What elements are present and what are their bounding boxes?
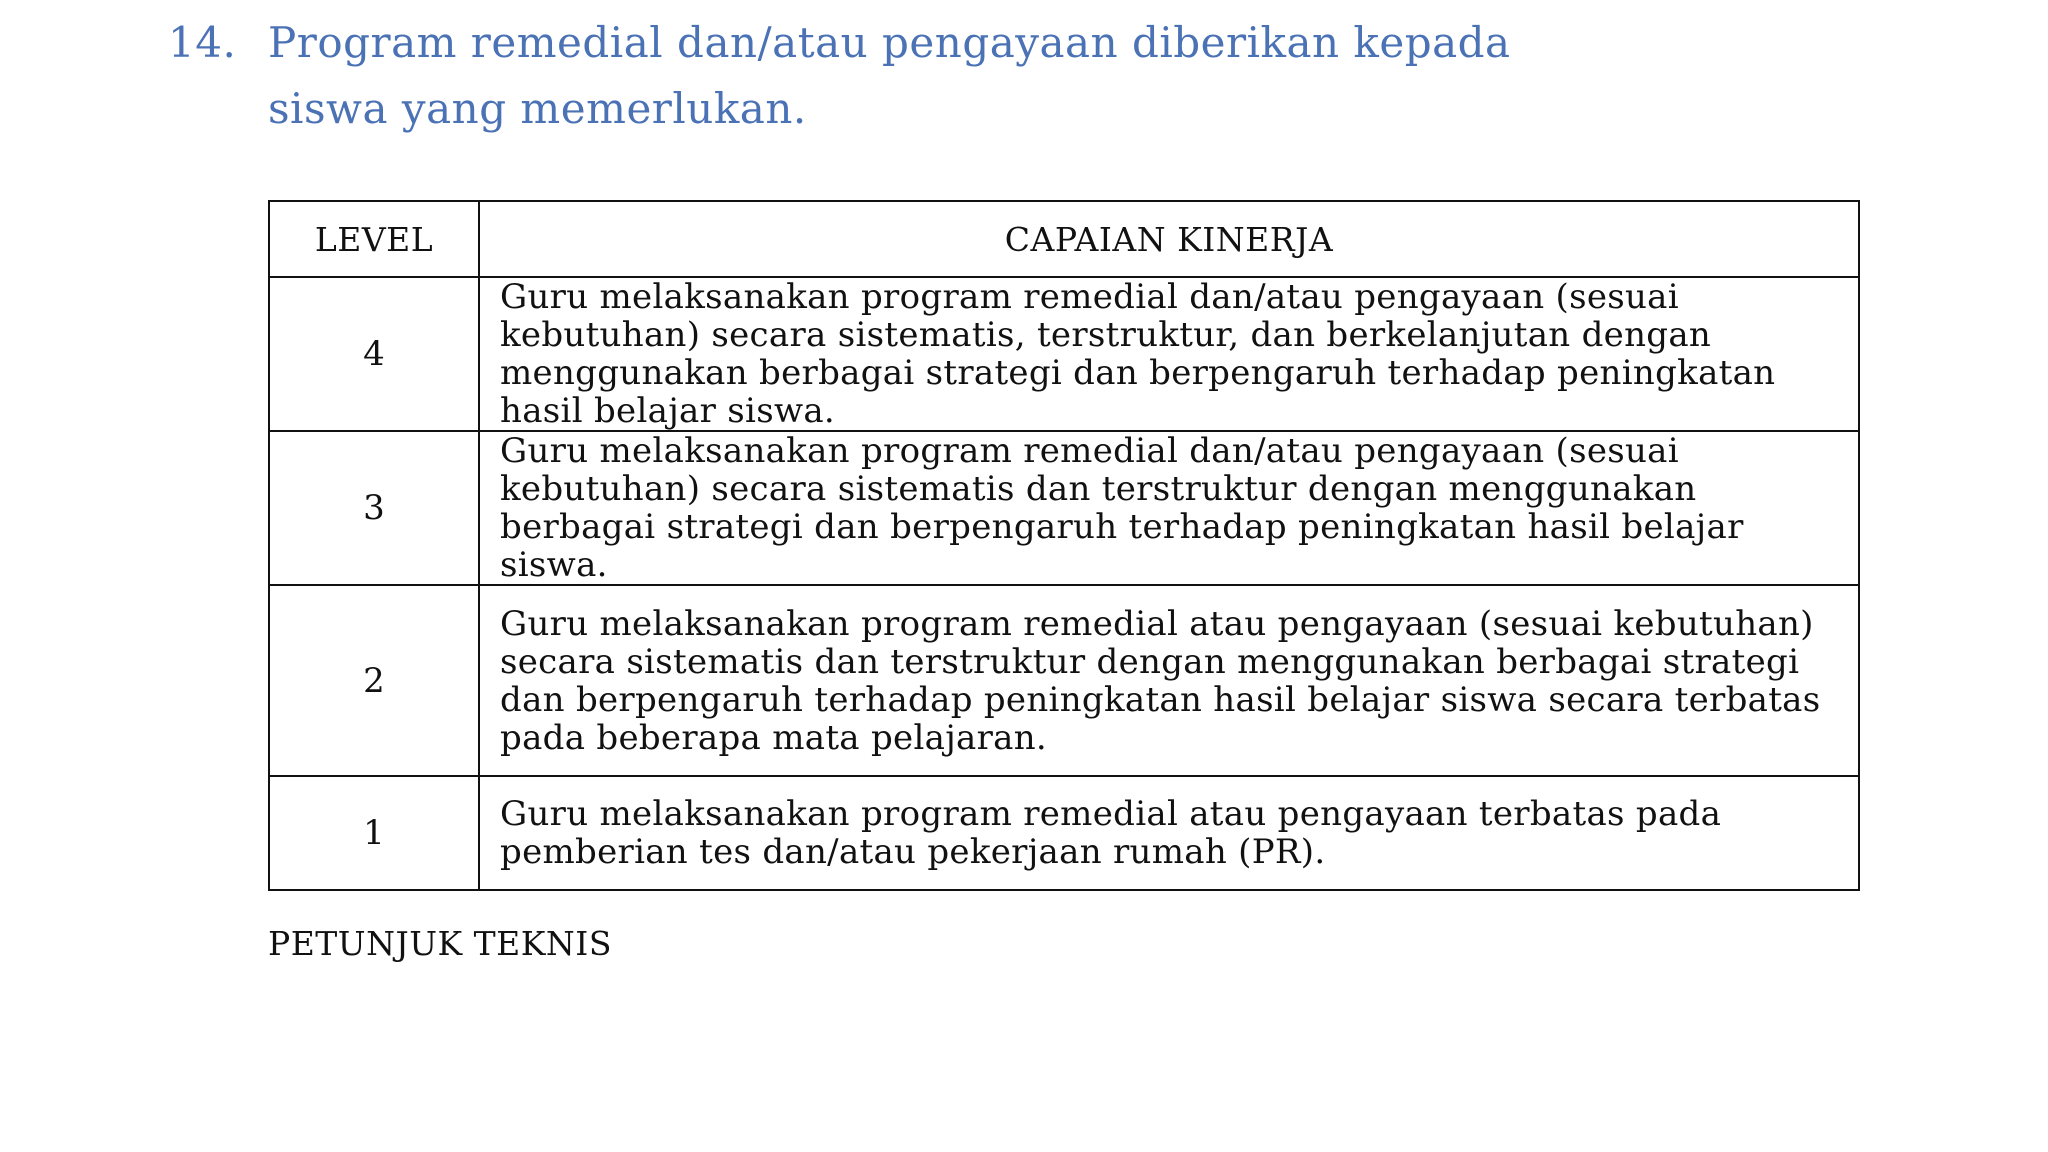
level-cell: 1 [269, 776, 479, 890]
section-footer-label: PETUNJUK TEKNIS [268, 924, 612, 963]
description-cell: Guru melaksanakan program remedial dan/atau pengayaan (sesuai kebutuhan) secara sistematis, terstruktur, dan berkelanjutan dengan menggunakan berbagai strategi dan berpengaruh terhadap peningkatan hasil belajar siswa. [479, 277, 1859, 431]
heading-line-1: Program remedial dan/atau pengayaan diberikan kepada [268, 18, 1511, 67]
description-cell: Guru melaksanakan program remedial dan/atau pengayaan (sesuai kebutuhan) secara sistematis dan terstruktur dengan menggunakan berbagai strategi dan berpengaruh terhadap peningkatan hasil belajar siswa. [479, 431, 1859, 585]
header-capaian-kinerja: CAPAIAN KINERJA [479, 201, 1859, 277]
table-row [269, 585, 1859, 776]
table-row [269, 277, 1859, 431]
level-cell: 3 [269, 431, 479, 585]
heading-line-2: siswa yang memerlukan. [268, 84, 807, 133]
level-cell: 4 [269, 277, 479, 431]
rubric-table [268, 200, 1860, 891]
heading-text [268, 10, 1768, 142]
heading-number: 14. [168, 18, 237, 67]
header-level: LEVEL [269, 201, 479, 277]
description-cell: Guru melaksanakan program remedial atau pengayaan (sesuai kebutuhan) secara sistematis dan terstruktur dengan menggunakan berbagai strategi dan berpengaruh terhadap peningkatan hasil belajar siswa secara terbatas pada beberapa mata pelajaran. [479, 585, 1859, 776]
table-header-row [269, 201, 1859, 277]
table-row [269, 431, 1859, 585]
level-cell: 2 [269, 585, 479, 776]
table-row [269, 776, 1859, 890]
description-cell: Guru melaksanakan program remedial atau pengayaan terbatas pada pemberian tes dan/atau pekerjaan rumah (PR). [479, 776, 1859, 890]
